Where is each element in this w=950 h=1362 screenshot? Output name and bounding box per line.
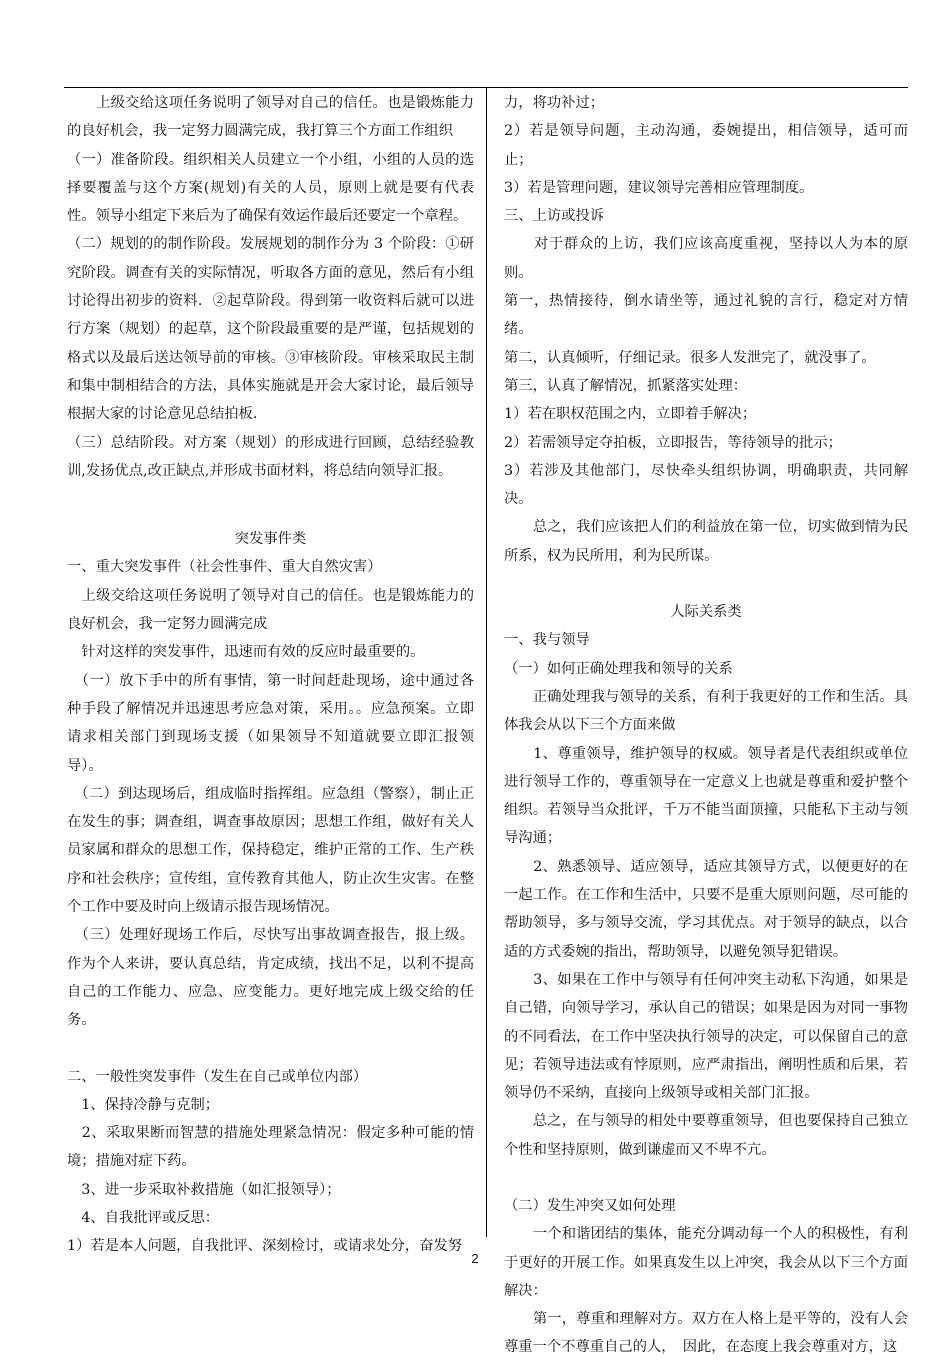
paragraph: （二）规划的的制作阶段。发展规划的制作分为 3 个阶段：①研究阶段。调查有关的实际情况，听取各方面的意见，然后有小组讨论得出初步的资料．②起草阶段。得到第一收资料后就可以进行方案（规划）的起草，这个阶段最重要的是严谨，包括规划的格式以及最后送达领导前的审核。③审核阶段。审核采取民主制和集中制相结合的方法，具体实施就是开会大家讨论，最后领导根据大家的讨论意见总结拍板. bbox=[67, 236, 474, 423]
paragraph: 上级交给这项任务说明了领导对自己的信任。也是锻炼能力的良好机会，我一定努力圆满完成，我打算三个方面工作组织 bbox=[67, 95, 474, 140]
paragraph: 总之，我们应该把人们的利益放在第一位，切实做到情为民所系，权为民所用，利为民所谋。 bbox=[504, 519, 908, 564]
paragraph: 2、熟悉领导、适应领导，适应其领导方式，以便更好的在一起工作。在工作和生活中，只要不是重大原则问题，尽可能的帮助领导，多与领导交流，学习其优点。对于领导的缺点，以合适的方式委婉的指出，帮助领导，以避免领导犯错误。 bbox=[504, 858, 908, 960]
left-column bbox=[67, 89, 474, 1261]
spacer bbox=[504, 570, 908, 598]
page-number: 2 bbox=[471, 1251, 479, 1266]
paragraph: 力，将功补过； bbox=[504, 95, 605, 111]
list-item: 3、进一步采取补救措施（如汇报领导）； bbox=[67, 1181, 341, 1198]
spacer bbox=[504, 1164, 908, 1192]
paragraph: 第三，认真了解情况，抓紧落实处理： bbox=[504, 377, 748, 394]
paragraph: 1、尊重领导，维护领导的权威。领导者是代表组织或单位进行领导工作的，尊重领导在一定意义上也就是尊重和爱护整个组织。若领导当众批评，千万不能当面顶撞，只能私下主动与领导沟通； bbox=[504, 745, 908, 847]
list-item: 2）若需领导定夺拍板，立即报告，等待领导的批示； bbox=[504, 434, 842, 451]
paragraph: 一个和谐团结的集体，能充分调动每一个人的积极性，有利于更好的开展工作。如果真发生以上冲突，我会从以下三个方面解决： bbox=[504, 1226, 908, 1299]
list-item: 1、保持冷静与克制； bbox=[67, 1096, 220, 1113]
right-column bbox=[504, 89, 908, 1362]
list-item: 4、自我批评或反思： bbox=[67, 1209, 220, 1226]
heading: 三、上访或投诉 bbox=[504, 208, 605, 225]
paragraph: 总之，在与领导的相处中要尊重领导，但也要保持自己独立个性和坚持原则，做到谦虚而又不卑不亢。 bbox=[504, 1113, 908, 1158]
section-title: 突发事件类 bbox=[234, 531, 307, 548]
section-title: 人际关系类 bbox=[670, 604, 742, 621]
list-item: 2、采取果断而智慧的措施处理紧急情况：假定多种可能的情境；措施对症下药。 bbox=[67, 1125, 474, 1170]
paragraph: 正确处理我与领导的关系，有利于我更好的工作和生活。具体我会从以下三个方面来做 bbox=[504, 688, 908, 734]
spacer bbox=[67, 1035, 474, 1063]
list-item: 1）若是本人问题，自我批评、深刻检讨，或请求处分，奋发努 bbox=[67, 1238, 463, 1255]
paragraph: 第一，尊重和理解对方。双方在人格上是平等的，没有人会尊重一个不尊重自己的人， 因此，在态度上我会尊重对方，这 bbox=[504, 1311, 908, 1356]
column-divider bbox=[486, 87, 487, 1237]
heading: （一）如何正确处理我和领导的关系 bbox=[504, 660, 733, 677]
list-item: 3）若涉及其他部门，尽快牵头组织协调，明确职责，共同解决。 bbox=[504, 462, 908, 508]
paragraph: （三）总结阶段。对方案（规划）的形成进行回顾，总结经验教训,发扬优点,改正缺点,并形成书面材料，将总结向领导汇报。 bbox=[67, 434, 474, 479]
paragraph: （一）放下手中的所有事情，第一时间赶赴现场，途中通过各种手段了解情况并迅速思考应急对策，采用。。应急预案。立即请求相关部门到现场支援（如果领导不知道就要立即汇报领导）。 bbox=[67, 672, 474, 774]
paragraph: 第一，热情接待，倒水请坐等，通过礼貌的言行，稳定对方情绪。 bbox=[504, 293, 908, 338]
paragraph: 第二，认真倾听，仔细记录。很多人发泄完了，就没事了。 bbox=[504, 349, 876, 366]
paragraph: 对于群众的上访，我们应该高度重视，坚持以人为本的原则。 bbox=[504, 236, 908, 281]
heading: （二）发生冲突又如何处理 bbox=[504, 1197, 676, 1214]
paragraph: 上级交给这项任务说明了领导对自己的信任。也是锻炼能力的良好机会，我一定努力圆满完成 bbox=[67, 587, 474, 633]
paragraph: （二）到达现场后，组成临时指挥组。应急组（警察），制止正在发生的事；调查组，调查事故原因；思想工作组，做好有关人员家属和群众的思想工作，保持稳定，维护正常的工作、生产秩序和社会秩序；宣传组，宣传教育其他人，防止次生灾害。在整个工作中要及时向上级请示报告现场情况。 bbox=[67, 785, 474, 916]
list-item: 2）若是领导问题，主动沟通，委婉提出，相信领导，适可而止； bbox=[504, 123, 908, 168]
paragraph: （三）处理好现场工作后，尽快写出事故调查报告，报上级。作为个人来讲，要认真总结，肯定成绩，找出不足，以利不提高自己的工作能力、应急、应变能力。更好地完成上级交给的任务。 bbox=[67, 927, 474, 1029]
spacer bbox=[67, 485, 474, 525]
paragraph: 针对这样的突发事件，迅速而有效的反应时最重要的。 bbox=[67, 644, 425, 661]
list-item: 3）若是管理问题，建议领导完善相应管理制度。 bbox=[504, 179, 814, 196]
list-item: 1）若在职权范围之内，立即着手解决； bbox=[504, 406, 757, 423]
heading: 一、我与领导 bbox=[504, 632, 590, 649]
heading: 一、重大突发事件（社会性事件、重大自然灾害） bbox=[67, 559, 382, 576]
paragraph: 3、如果在工作中与领导有任何冲突主动私下沟通，如果是自己错，向领导学习，承认自己的错误；如果是因为对同一事物的不同看法，在工作中坚决执行领导的决定，可以保留自己的意见；若领导违法或有悖原则，应严肃指出，阐明性质和后果，若领导仍不采纳，直接向上级领导或相关部门汇报。 bbox=[504, 971, 908, 1102]
paragraph: （一）准备阶段。组织相关人员建立一个小组，小组的人员的选择要覆盖与这个方案(规划)有关的人员，原则上就是要有代表性。领导小组定下来后为了确保有效运作最后还要定一个章程。 bbox=[67, 151, 474, 225]
heading: 二、一般性突发事件（发生在自己或单位内部） bbox=[67, 1068, 368, 1085]
